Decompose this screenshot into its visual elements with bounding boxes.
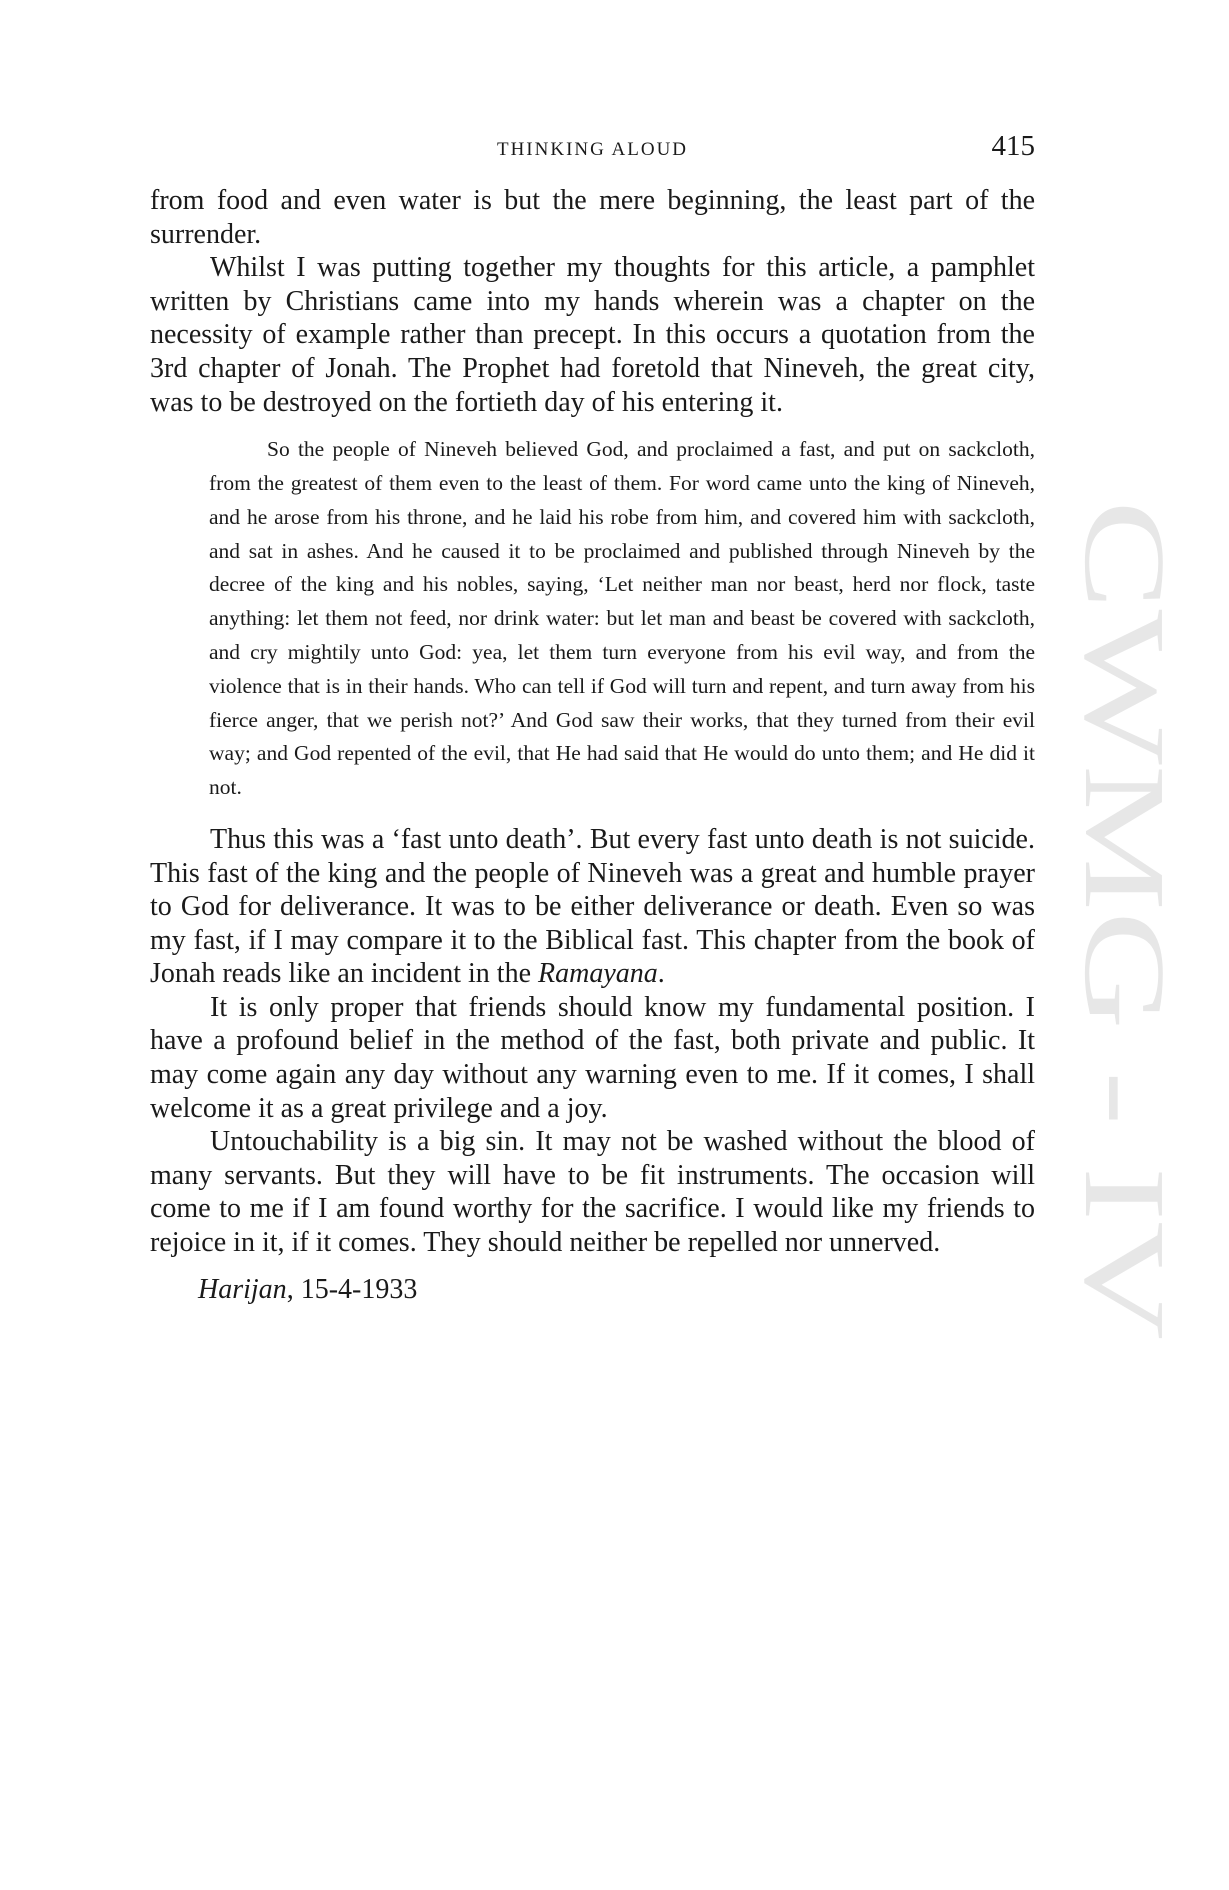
watermark-text: CWMG - IV [1060,500,1188,1093]
block-quotation: So the people of Nineveh believed God, and proclaimed a fast, and put on sackcloth, from the greatest of them even to the least of them. For word came unto the king of Nineveh, and he arose from his throne, and he laid his robe from him, and covered him with sackcloth, and sat in ashes. And he caused it to be proclaimed and published through Nineveh by the decree of the king and his nobles, saying, ‘Let neither man nor beast, herd nor flock, taste anything: let them not feed, nor drink water: but let man and beast be covered with sackcloth, and cry mightily unto God: yea, let them turn everyone from his evil way, and from the violence that is in their hands. Who can tell if God will turn and repent, and turn away from his fierce anger, that we perish not?’ And God saw their works, that they turned from their evil way; and God repented of the evil, that He had said that He would do unto them; and He did it not. [209,437,1035,800]
page-number: 415 [991,130,1035,162]
italic-title: Ramayana [538,958,658,990]
paragraph-text: Thus this was a ‘fast unto death’. But every fast unto death is not suicide. This fast of the king and the people of Nineveh was a great and humble prayer to God for deliverance. It was to be either deliverance or death. Even so was my fast, if I may compare it to the Biblical fast. This chapter from the book of Jonah reads like an incident in the [150,823,1035,990]
paragraph-fundamental-position: It is only proper that friends should know my fundamental position. I have a profound belief in the method of the fast, both private and public. It may come again any day without any warning even to me. If it comes, I shall welcome it as a great privilege and a joy. [150,991,1035,1124]
paragraph-pamphlet: Whilst I was putting together my thoughts for this article, a pamphlet written by Christians came into my hands wherein was a chapter on the necessity of example rather than precept. In this occurs a quotation from the 3rd chapter of Jonah. The Prophet had foretold that Nineveh, the great city, was to be destroyed on the fortieth day of his entering it. [150,252,1035,418]
source-separator: , [286,1273,294,1305]
paragraph-continued: from food and even water is but the mere beginning, the least part of the surrender. [150,185,1035,250]
watermark [1058,500,1188,1400]
running-head [150,130,1035,170]
source-citation [198,1274,1035,1306]
paragraph-untouchability: Untouchability is a big sin. It may not be washed without the blood of many servants. But they will have to be fit instruments. The occasion will come to me if I am found worthy for the sacrifice. I would like my friends to rejoice in it, if it comes. They should neither be repelled nor unnerved. [150,1126,1035,1259]
paragraph-fast-unto-death [150,823,1035,991]
body-text [150,184,1035,1306]
source-date: 15-4-1933 [300,1273,418,1305]
source-publication: Harijan [198,1273,287,1305]
paragraph-end-punctuation: . [657,958,665,990]
running-title: THINKING ALOUD [496,139,689,160]
watermark-graphic [1058,500,1188,1400]
